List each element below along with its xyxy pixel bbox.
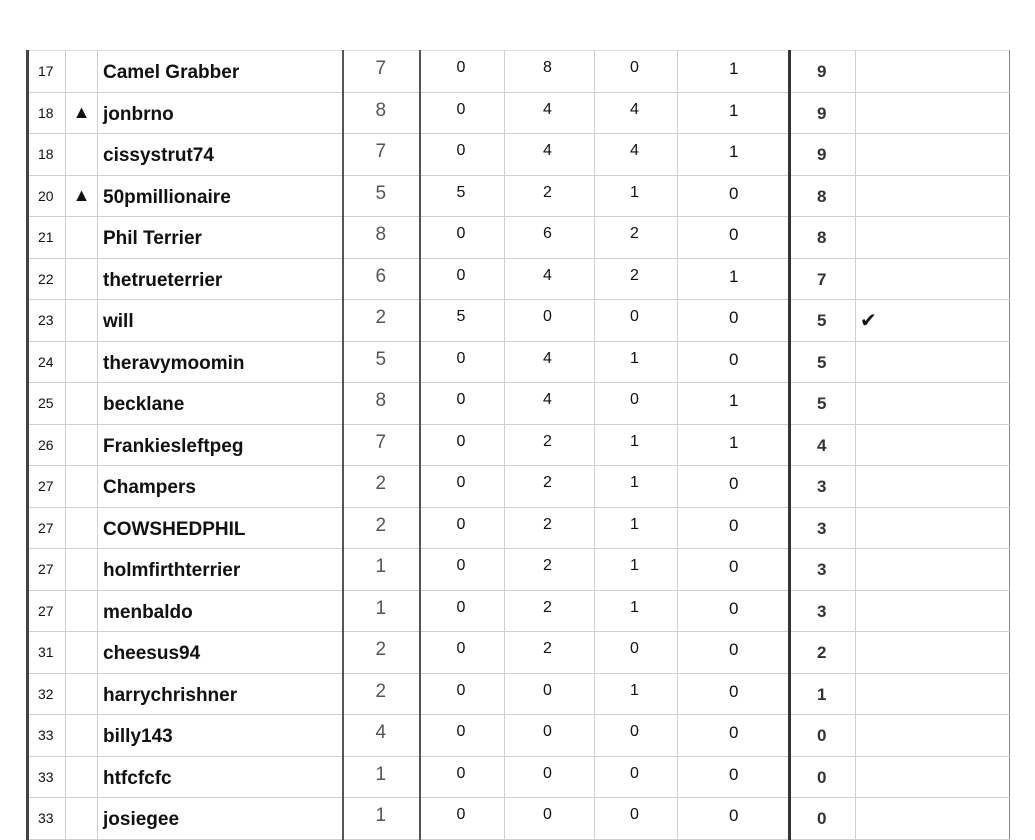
score-col-3-cell: 4	[595, 134, 678, 176]
checkmark-icon	[856, 258, 1010, 300]
points-cell: 8	[790, 217, 856, 259]
table-row	[28, 51, 1010, 93]
score-col-4-cell: 0	[678, 632, 790, 674]
table-row	[28, 507, 1010, 549]
points-cell: 3	[790, 466, 856, 508]
player-name-cell: josiegee	[98, 798, 343, 840]
position-cell: 17	[28, 51, 66, 93]
movement-up-icon	[66, 300, 98, 342]
score-col-3-cell: 0	[595, 51, 678, 93]
score-col-1-cell: 0	[420, 507, 505, 549]
points-cell: 3	[790, 507, 856, 549]
checkmark-icon	[856, 424, 1010, 466]
score-col-3-cell: 2	[595, 258, 678, 300]
movement-up-icon	[66, 507, 98, 549]
checkmark-icon	[856, 466, 1010, 508]
played-cell: 8	[343, 217, 420, 259]
score-col-3-cell: 1	[595, 466, 678, 508]
played-cell: 2	[343, 300, 420, 342]
checkmark-icon	[856, 673, 1010, 715]
player-name-cell: cheesus94	[98, 632, 343, 674]
checkmark-icon	[856, 549, 1010, 591]
score-col-4-cell: 0	[678, 798, 790, 840]
score-col-1-cell: 0	[420, 549, 505, 591]
played-cell: 4	[343, 715, 420, 757]
score-col-2-cell: 0	[505, 798, 595, 840]
checkmark-icon	[856, 798, 1010, 840]
checkmark-icon	[856, 756, 1010, 798]
checkmark-icon	[856, 217, 1010, 259]
movement-up-icon	[66, 134, 98, 176]
movement-up-icon	[66, 632, 98, 674]
score-col-2-cell: 0	[505, 715, 595, 757]
score-col-4-cell: 1	[678, 92, 790, 134]
table-row	[28, 217, 1010, 259]
played-cell: 6	[343, 258, 420, 300]
checkmark-icon	[856, 51, 1010, 93]
score-col-1-cell: 0	[420, 673, 505, 715]
table-row	[28, 466, 1010, 508]
player-name-cell: Phil Terrier	[98, 217, 343, 259]
player-name-cell: cissystrut74	[98, 134, 343, 176]
checkmark-icon	[856, 341, 1010, 383]
score-col-3-cell: 0	[595, 632, 678, 674]
table-row	[28, 756, 1010, 798]
played-cell: 7	[343, 51, 420, 93]
played-cell: 1	[343, 798, 420, 840]
position-cell: 23	[28, 300, 66, 342]
score-col-2-cell: 6	[505, 217, 595, 259]
score-col-1-cell: 0	[420, 798, 505, 840]
checkmark-icon	[856, 175, 1010, 217]
player-name-cell: theravymoomin	[98, 341, 343, 383]
points-cell: 3	[790, 590, 856, 632]
position-cell: 27	[28, 549, 66, 591]
score-col-3-cell: 1	[595, 341, 678, 383]
table-row	[28, 424, 1010, 466]
score-col-4-cell: 0	[678, 341, 790, 383]
player-name-cell: menbaldo	[98, 590, 343, 632]
played-cell: 2	[343, 632, 420, 674]
points-cell: 0	[790, 715, 856, 757]
score-col-2-cell: 4	[505, 134, 595, 176]
points-cell: 5	[790, 383, 856, 425]
points-cell: 5	[790, 300, 856, 342]
score-col-2-cell: 4	[505, 383, 595, 425]
score-col-4-cell: 0	[678, 507, 790, 549]
points-cell: 9	[790, 134, 856, 176]
table-row	[28, 300, 1010, 342]
movement-up-icon	[66, 341, 98, 383]
movement-up-icon	[66, 466, 98, 508]
score-col-2-cell: 2	[505, 590, 595, 632]
score-col-3-cell: 0	[595, 756, 678, 798]
score-col-4-cell: 0	[678, 466, 790, 508]
score-col-1-cell: 0	[420, 258, 505, 300]
player-name-cell: Camel Grabber	[98, 51, 343, 93]
score-col-4-cell: 0	[678, 590, 790, 632]
table-row	[28, 92, 1010, 134]
score-col-4-cell: 1	[678, 424, 790, 466]
points-cell: 3	[790, 549, 856, 591]
score-col-4-cell: 0	[678, 300, 790, 342]
score-col-2-cell: 4	[505, 341, 595, 383]
table-row	[28, 798, 1010, 840]
score-col-2-cell: 0	[505, 756, 595, 798]
score-col-1-cell: 0	[420, 632, 505, 674]
checkmark-icon	[856, 134, 1010, 176]
position-cell: 26	[28, 424, 66, 466]
player-name-cell: htfcfcfc	[98, 756, 343, 798]
score-col-2-cell: 4	[505, 92, 595, 134]
score-col-1-cell: 0	[420, 715, 505, 757]
movement-up-icon: ▲	[66, 92, 98, 134]
played-cell: 8	[343, 383, 420, 425]
movement-up-icon	[66, 756, 98, 798]
checkmark-icon	[856, 383, 1010, 425]
played-cell: 5	[343, 175, 420, 217]
score-col-3-cell: 4	[595, 92, 678, 134]
points-cell: 5	[790, 341, 856, 383]
table-row	[28, 341, 1010, 383]
position-cell: 24	[28, 341, 66, 383]
score-col-3-cell: 1	[595, 590, 678, 632]
score-col-1-cell: 0	[420, 134, 505, 176]
checkmark-icon	[856, 632, 1010, 674]
player-name-cell: harrychrishner	[98, 673, 343, 715]
played-cell: 8	[343, 92, 420, 134]
points-cell: 2	[790, 632, 856, 674]
player-name-cell: Frankiesleftpeg	[98, 424, 343, 466]
movement-up-icon	[66, 590, 98, 632]
checkmark-icon: ✔	[856, 300, 1010, 342]
checkmark-icon	[856, 507, 1010, 549]
score-col-4-cell: 0	[678, 673, 790, 715]
player-name-cell: 50pmillionaire	[98, 175, 343, 217]
table-row	[28, 383, 1010, 425]
table-row	[28, 715, 1010, 757]
points-cell: 9	[790, 51, 856, 93]
player-name-cell: COWSHEDPHIL	[98, 507, 343, 549]
score-col-2-cell: 2	[505, 466, 595, 508]
score-col-4-cell: 1	[678, 134, 790, 176]
movement-up-icon	[66, 715, 98, 757]
score-col-4-cell: 0	[678, 715, 790, 757]
played-cell: 5	[343, 341, 420, 383]
score-col-1-cell: 0	[420, 341, 505, 383]
checkmark-icon	[856, 590, 1010, 632]
points-cell: 8	[790, 175, 856, 217]
movement-up-icon	[66, 217, 98, 259]
position-cell: 18	[28, 134, 66, 176]
score-col-1-cell: 0	[420, 424, 505, 466]
position-cell: 27	[28, 507, 66, 549]
position-cell: 25	[28, 383, 66, 425]
score-col-2-cell: 0	[505, 673, 595, 715]
score-col-2-cell: 2	[505, 507, 595, 549]
score-col-3-cell: 0	[595, 715, 678, 757]
checkmark-icon	[856, 715, 1010, 757]
score-col-3-cell: 1	[595, 549, 678, 591]
score-col-4-cell: 0	[678, 217, 790, 259]
movement-up-icon	[66, 424, 98, 466]
score-col-4-cell: 1	[678, 258, 790, 300]
score-col-4-cell: 0	[678, 756, 790, 798]
score-col-2-cell: 2	[505, 632, 595, 674]
score-col-1-cell: 5	[420, 175, 505, 217]
played-cell: 7	[343, 134, 420, 176]
score-col-4-cell: 0	[678, 175, 790, 217]
player-name-cell: will	[98, 300, 343, 342]
position-cell: 27	[28, 590, 66, 632]
score-col-1-cell: 0	[420, 217, 505, 259]
position-cell: 32	[28, 673, 66, 715]
score-col-1-cell: 5	[420, 300, 505, 342]
played-cell: 1	[343, 549, 420, 591]
points-cell: 4	[790, 424, 856, 466]
score-col-1-cell: 0	[420, 756, 505, 798]
player-name-cell: becklane	[98, 383, 343, 425]
player-name-cell: billy143	[98, 715, 343, 757]
score-col-2-cell: 0	[505, 300, 595, 342]
position-cell: 31	[28, 632, 66, 674]
score-col-3-cell: 1	[595, 175, 678, 217]
position-cell: 33	[28, 756, 66, 798]
score-col-1-cell: 0	[420, 466, 505, 508]
position-cell: 27	[28, 466, 66, 508]
player-name-cell: thetrueterrier	[98, 258, 343, 300]
played-cell: 2	[343, 466, 420, 508]
movement-up-icon	[66, 383, 98, 425]
points-cell: 9	[790, 92, 856, 134]
score-col-1-cell: 0	[420, 590, 505, 632]
played-cell: 2	[343, 507, 420, 549]
movement-up-icon: ▲	[66, 175, 98, 217]
league-table	[26, 50, 1010, 840]
checkmark-icon	[856, 92, 1010, 134]
movement-up-icon	[66, 798, 98, 840]
points-cell: 7	[790, 258, 856, 300]
score-col-1-cell: 0	[420, 383, 505, 425]
points-cell: 0	[790, 798, 856, 840]
score-col-1-cell: 0	[420, 51, 505, 93]
table-row	[28, 175, 1010, 217]
position-cell: 21	[28, 217, 66, 259]
score-col-3-cell: 2	[595, 217, 678, 259]
score-col-3-cell: 0	[595, 383, 678, 425]
score-col-2-cell: 2	[505, 549, 595, 591]
position-cell: 18	[28, 92, 66, 134]
score-col-3-cell: 0	[595, 798, 678, 840]
table-row	[28, 258, 1010, 300]
movement-up-icon	[66, 549, 98, 591]
score-col-2-cell: 4	[505, 258, 595, 300]
played-cell: 2	[343, 673, 420, 715]
movement-up-icon	[66, 673, 98, 715]
score-col-4-cell: 1	[678, 51, 790, 93]
movement-up-icon	[66, 258, 98, 300]
played-cell: 1	[343, 756, 420, 798]
position-cell: 20	[28, 175, 66, 217]
score-col-2-cell: 8	[505, 51, 595, 93]
movement-up-icon	[66, 51, 98, 93]
score-col-2-cell: 2	[505, 424, 595, 466]
position-cell: 33	[28, 715, 66, 757]
score-col-3-cell: 0	[595, 300, 678, 342]
score-col-3-cell: 1	[595, 424, 678, 466]
table-row	[28, 549, 1010, 591]
score-col-4-cell: 1	[678, 383, 790, 425]
points-cell: 1	[790, 673, 856, 715]
played-cell: 7	[343, 424, 420, 466]
player-name-cell: Champers	[98, 466, 343, 508]
score-col-2-cell: 2	[505, 175, 595, 217]
score-col-3-cell: 1	[595, 673, 678, 715]
table-row	[28, 590, 1010, 632]
points-cell: 0	[790, 756, 856, 798]
table-row	[28, 673, 1010, 715]
position-cell: 33	[28, 798, 66, 840]
league-table-body	[28, 51, 1010, 840]
score-col-1-cell: 0	[420, 92, 505, 134]
player-name-cell: holmfirthterrier	[98, 549, 343, 591]
score-col-4-cell: 0	[678, 549, 790, 591]
table-row	[28, 632, 1010, 674]
player-name-cell: jonbrno	[98, 92, 343, 134]
score-col-3-cell: 1	[595, 507, 678, 549]
table-row	[28, 134, 1010, 176]
position-cell: 22	[28, 258, 66, 300]
played-cell: 1	[343, 590, 420, 632]
